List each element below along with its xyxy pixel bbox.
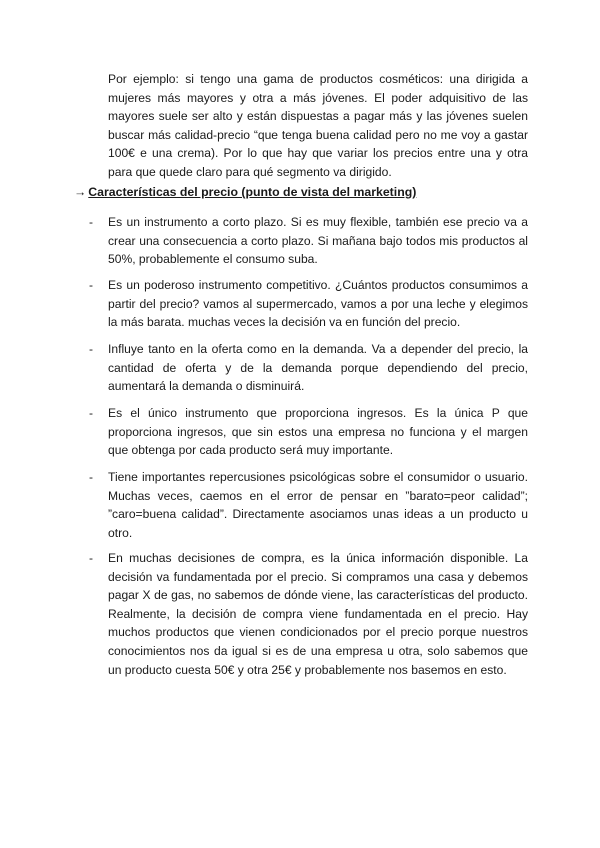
bullet-marker: - xyxy=(89,470,93,484)
list-item-text: Tiene importantes repercusiones psicológicas sobre el consumidor o usuario. Muchas veces, caemos en el error de pensar en ”barato=peor calidad”; ”caro=buena calidad”. Directamente asociamos unas ideas a un producto u otro. xyxy=(108,470,528,540)
list-item-text: Influye tanto en la oferta como en la demanda. Va a depender del precio, la cantidad de oferta y de la demanda porque dependiendo del precio, aumentará la demanda o disminuirá. xyxy=(108,342,528,394)
bullet-marker: - xyxy=(89,551,93,565)
bullet-marker: - xyxy=(89,342,93,356)
list-item-text: En muchas decisiones de compra, es la única información disponible. La decisión va fundamentada por el precio. Si compramos una casa y debemos pagar X de gas, no sabemos de dónde viene, las características del producto. Realmente, la decisión de compra viene fundamentada en el precio. Hay muchos productos que vienen condicionados por el precio porque nuestros conocimientos nos da igual si es de una empresa u otra, solo sabemos que un producto cuesta 50€ y otra 25€ y probablemente nos basemos en esto. xyxy=(108,551,528,677)
section-heading-text: Características del precio (punto de vista del marketing) xyxy=(88,185,417,199)
list-item-text: Es un poderoso instrumento competitivo. ¿Cuántos productos consumimos a partir del precio? vamos al supermercado, vamos a por una leche y elegimos la más barata. muchas veces la decisión va en función del precio. xyxy=(108,278,528,330)
bullet-marker: - xyxy=(89,406,93,420)
list-item-text: Es un instrumento a corto plazo. Si es muy flexible, también ese precio va a crear una consecuencia a corto plazo. Si mañana bajo todos mis productos al 50%, probablemente el consumo suba. xyxy=(108,215,528,267)
bullet-marker: - xyxy=(89,215,93,229)
intro-paragraph: Por ejemplo: si tengo una gama de productos cosméticos: una dirigida a mujeres más mayores y otra a más jóvenes. El poder adquisitivo de las mayores suele ser alto y están dispuestas a pagar más y las jóvenes suelen buscar más calidad-precio “que tenga buena calidad pero no me voy a gastar 100€ e una crema). Por lo que hay que variar los precios entre una y otra para que quede claro para qué segmento va dirigido. xyxy=(108,72,528,179)
section-heading xyxy=(74,183,544,201)
arrow-right-icon: → xyxy=(74,185,87,199)
bullet-marker: - xyxy=(89,278,93,292)
list-item-text: Es el único instrumento que proporciona ingresos. Es la única P que proporciona ingresos, que sin estos una empresa no funciona y el margen que obtenga por cada producto será muy importante. xyxy=(108,406,528,458)
